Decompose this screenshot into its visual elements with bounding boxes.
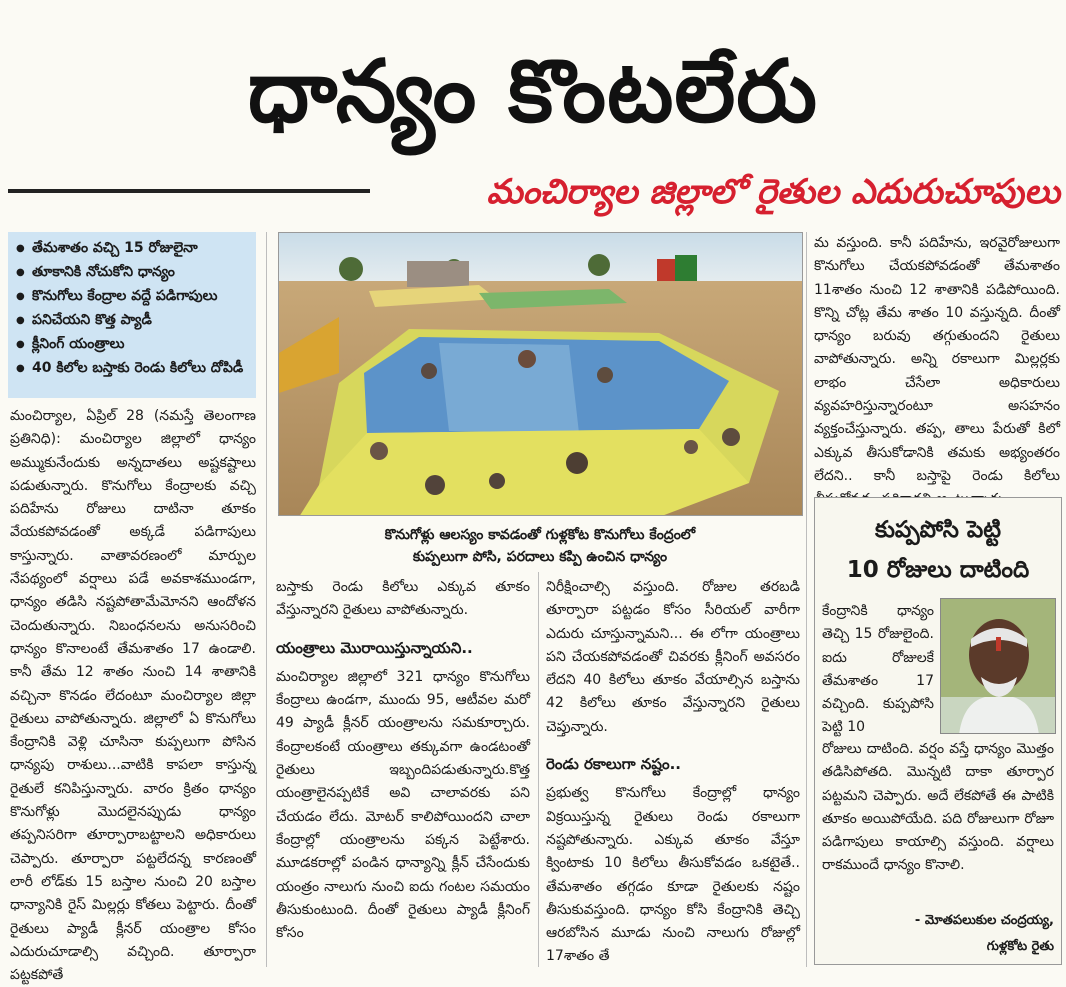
highlight-item: ● కొనుగోలు కేంద్రాల వద్దే పడిగాపులు [16, 286, 248, 307]
section-subhead: యంత్రాలు మొరాయిస్తున్నాయని.. [276, 638, 473, 657]
article-paragraph: నిరీక్షించాల్సి వస్తుంది. రోజుల తరబడి తూర్పారా పట్టడం కోసం సీరియల్ వారీగా ఎదురు చూస్తున్నామని... ఈ లోగా యంత్రాలు పని చేయకపోవడంతో చివరకు క్లీనింగ్ అవసరం లేదని 40 కిలోలు తూకం వేయాల్సిన బస్తాను 42 కిలోలు తూకం వేస్తున్నారని రైతులు చెప్తున్నారు. [546, 579, 800, 735]
headline: ధాన్యం కొంటలేరు [247, 42, 819, 142]
highlight-item: ● పనిచేయని కొత్త ప్యాడీ [16, 310, 248, 331]
quote-text-wide: రోజులు దాటింది. వర్షం వస్తే ధాన్యం మొత్తం తడిసిపోతది. మొన్నటి దాకా తూర్పార పట్టమని చెప్పారు. అదే లేకపోతే ఈ పాటికి తూకం అయిపోయేది. పది రోజులుగా రోజూ పడిగాపులు కాయాల్సి వస్తుంది. వర్షాలు రాకముందే ధాన్యం కొనాలి. [822, 741, 1054, 874]
quote-title-line: 10 రోజులు దాటింది [846, 557, 1030, 583]
article-paragraph: ప్రభుత్వ కొనుగోలు కేంద్రాల్లో ధాన్యం విక్రయిస్తున్న రైతులు రెండు రకాలుగా నష్టపోతున్నారు. ఎక్కువ తూకం వేస్తూ క్వింటాకు 10 కిలోలు తీసుకోవడం ఒకటైతే.. తేమశాతం తగ్గడం కూడా రైతులకు నష్టం తీసుకువస్తుంది. ధాన్యం కోసి కేంద్రానికి తెచ్చి ఆరబోసిన మూడు నుంచి నాలుగు రోజుల్లో 17శాతం తే [546, 785, 800, 965]
article-paragraph: బస్తాకు రెండు కిలోలు ఎక్కువ తూకం వేస్తున్నారని రైతులు వాపోతున్నారు. [276, 579, 530, 619]
column-divider [538, 572, 539, 967]
column-divider [806, 232, 807, 967]
section-subhead: రెండు రకాలుగా నష్టం.. [546, 755, 682, 774]
article-paragraph: మ వస్తుంది. కానీ పదిహేను, ఇరవైరోజులుగా కొనుగోలు చేయకపోవడంతో తేమశాతం 11శాతం నుంచి 12 శాతానికి పడిపోయింది. కొన్ని చోట్ల తేమ శాతం 10 వస్తున్నది. దీంతో ధాన్యం బరువు తగ్గుతుందని రైతులు వాపోతున్నారు. అన్ని రకాలుగా మిల్లర్లకు లాభం చేసేలా అధికారులు వ్యవహరిస్తున్నారంటూ అసహనం వ్యక్తంచేస్తున్నారు. తప్ప, తాలు పేరుతో కిలో ఎక్కువ తీసుకోడానికి తమకు అభ్యంతరం లేదని.. కానీ బస్తాపై రెండు కిలోలు [814, 235, 1060, 484]
highlights-box [8, 232, 256, 398]
highlight-item: ● క్లీనింగ్ యంత్రాలు [16, 334, 248, 355]
article-paragraph: మంచిర్యాల జిల్లాలో 321 ధాన్యం కొనుగోలు కేంద్రాలు ఉండగా, ముందు 95, ఆటీవల మరో 49 ప్యాడీ క్లీనర్ యంత్రాలను సమకూర్చారు. కేంద్రాలకంటే యంత్రాలు తక్కువగా ఉండటంతో రైతులు ఇబ్బందిపడుతున్నారు.కొత్త యంత్రాలైనప్పటికే అవి చాలావరకు పని చేయడం లేదు. మోటర్ కాలిపోయిందని చాలా కేంద్రాల్లో యంత్రాలను పక్కన పెట్టేశారు. మూడకరాల్లో పండిన ధాన్యాన్ని క్లీన్ చేసేందుకు యంత్రం నాలుగు నుంచి ఐదు గంటల సమయం తీసుకుంటుంది. దీంతో రైతులు ప్యాడీ క్లీనింగ్ కోసం [276, 668, 530, 942]
highlight-item: ● తేమశాతం వచ్చి 15 రోజులైనా [16, 238, 248, 259]
article-column-4 [814, 232, 1060, 512]
photo-caption-line: కుప్పలుగా పోసి, పరదాలు కప్పి ఉంచిన ధాన్యం [412, 549, 668, 565]
photo-caption-line: కొనుగోళ్లు ఆలస్యం కావడంతో గుళ్లకోట కొనుగోలు కేంద్రంలో [384, 527, 696, 543]
article-column-3 [546, 576, 800, 969]
quote-title-line: కుప్పపోసి పెట్టి [874, 517, 1002, 543]
column-divider [266, 232, 267, 967]
highlight-item: ● 40 కిలోల బస్తాకు రెండు కిలోలు దోపిడీ [16, 358, 248, 379]
quote-title [818, 510, 1058, 590]
attribution-place: గుళ్లకోట రైతు [986, 939, 1054, 954]
photo-caption [330, 524, 750, 568]
article-column-2 [276, 576, 530, 945]
quote-attribution [822, 908, 1054, 960]
subheadline: మంచిర్యాల జిల్లాలో రైతుల ఎదురుచూపులు [486, 172, 1060, 212]
article-paragraph: మంచిర్యాల, ఏప్రిల్ 28 (నమస్తే తెలంగాణ ప్రతినిధి): మంచిర్యాల జిల్లాలో ధాన్యం అమ్ముకునేందుకు అన్నదాతలు అష్టకష్టాలు పడుతున్నారు. కొనుగోలు కేంద్రాలకు వచ్చి పదిహేను రోజులు దాటినా తూకం వేయకపోవడంతో అక్కడే పడిగాపులు కాస్తున్నారు. వాతావరణంలో మార్పుల నేపథ్యంలో వర్షాలు పడే అవకాశముండగా, ధాన్యం తడిసి నష్టపోతామేమోనని ఆందోళన చెందుతున్నారు. నిబంధనలను అనుసరించి ధాన్యం కొనాలంటే తేమశాతం 17 ఉండాలి. కానీ తేమ 12 శాతం నుంచి 14 శాతానికి వచ్చినా కొనడం లేదంటూ మంచిర్యాల జిల్లా రైతులు వాపోతున్నారు. జిల్లాలో ఏ కొనుగోలు కేంద్రానికి వెళ్లి చూసినా కుప్పలుగా పోసిన ధాన్యపు రాశులు...వాటికి కాపలా కాస్తున్న రైతులే కనిపిస్తున్నారు. వారం క్రితం ధాన్యం కొనుగోళ్లు మొదలైనప్పుడు ధాన్యం తప్పనిసరిగా తూర్పారాబట్టాలని అధికారులు చెప్పారు. తూర్పారా పట్టలేదన్న కారణంతో లారీ లోడ్‌కు 15 బస్తాల నుంచి 20 బస్తాల ధాన్యానికి రైస్ మిల్లర్లు కోతలు పెట్టారు. దీంతో రైతులు ప్యాడీ క్లీనర్ యంత్రాల కోసం ఎదురుచూడాల్సి వచ్చింది. తూర్పారా పట్టకపోతే [10, 408, 256, 984]
article-column-1 [10, 405, 256, 987]
highlight-item: ● తూకానికి నోచుకోని ధాన్యం [16, 262, 248, 283]
grain-heaps-photo [278, 232, 803, 516]
farmer-portrait [940, 598, 1056, 734]
attribution-name: - మోతపలుకుల చంద్రయ్య, [914, 913, 1054, 928]
subhead-rule [8, 189, 370, 193]
quote-text-narrow: కేంద్రానికి ధాన్యం తెచ్చి 15 రోజులైంది. ఐదు రోజులకే తేమశాతం 17 వచ్చింది. కుప్పపోసి పెట్టి 10 [822, 603, 934, 736]
